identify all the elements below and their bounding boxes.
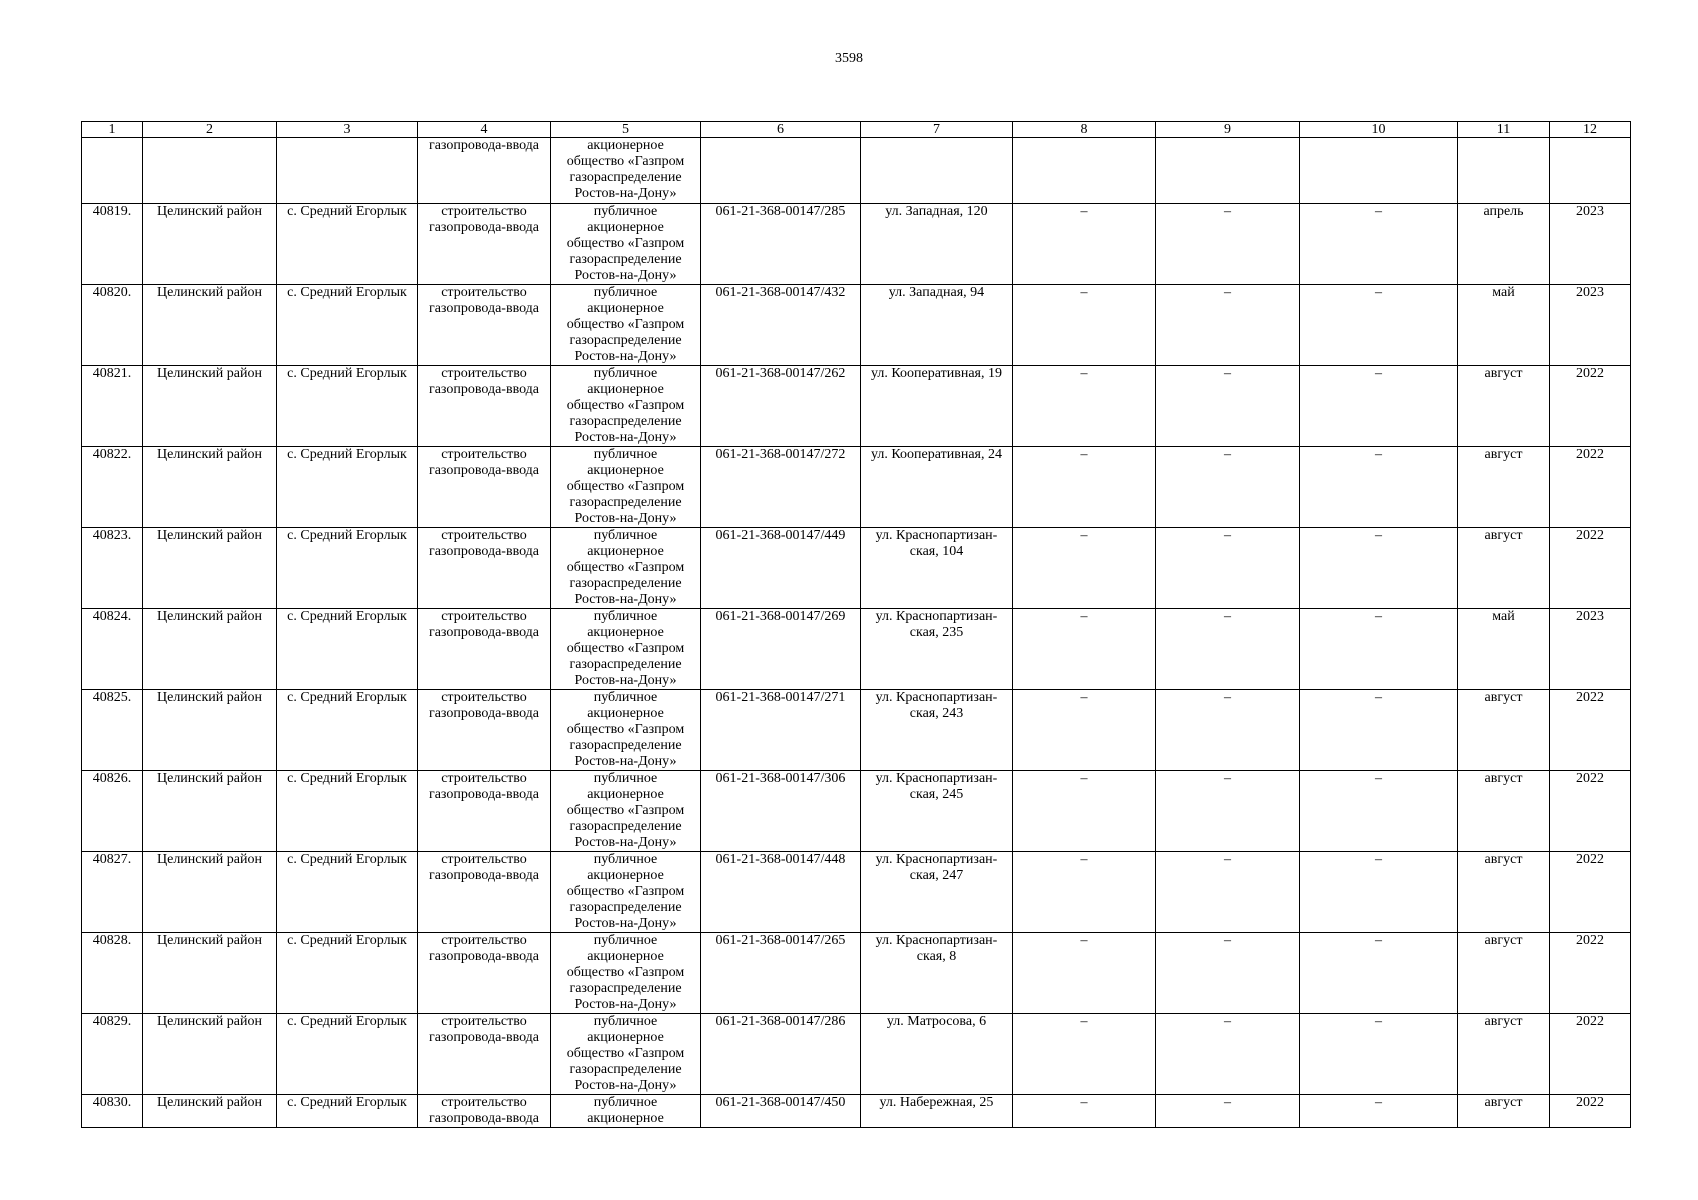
cell-code: 061-21-368-00147/432 [701,285,861,366]
cell-settlement: с. Средний Егорлык [277,852,418,933]
cell-work: газопровода-ввода [418,138,551,204]
cell-organization: акционерное общество «Газпром газораспределение Ростов-на-Дону» [551,138,701,204]
cell-organization: публичное акционерное общество «Газпром газораспределение Ростов-на-Дону» [551,447,701,528]
cell-col10: – [1300,366,1458,447]
cell-settlement: с. Средний Егорлык [277,690,418,771]
cell-number: 40829. [82,1014,143,1095]
cell-address: ул. Краснопартизан- ская, 8 [861,933,1013,1014]
cell-settlement: с. Средний Егорлык [277,447,418,528]
cell-settlement: с. Средний Егорлык [277,1095,418,1128]
cell-month: август [1458,447,1550,528]
cell-month: май [1458,609,1550,690]
cell-col8 [1013,138,1156,204]
cell-col9: – [1156,447,1300,528]
column-header: 6 [701,122,861,138]
cell-month: август [1458,1014,1550,1095]
table-row [82,528,1631,609]
cell-settlement: с. Средний Егорлык [277,609,418,690]
cell-year: 2022 [1550,771,1631,852]
cell-organization: публичное акционерное общество «Газпром газораспределение Ростов-на-Дону» [551,366,701,447]
table-row [82,204,1631,285]
cell-work: строительство газопровода-ввода [418,609,551,690]
cell-month: август [1458,366,1550,447]
cell-col9: – [1156,1095,1300,1128]
cell-settlement: с. Средний Егорлык [277,204,418,285]
table-row [82,852,1631,933]
cell-col9: – [1156,204,1300,285]
cell-code: 061-21-368-00147/269 [701,609,861,690]
table-body [82,138,1631,1128]
cell-organization: публичное акционерное общество «Газпром газораспределение Ростов-на-Дону» [551,1014,701,1095]
cell-year: 2022 [1550,447,1631,528]
column-header: 10 [1300,122,1458,138]
table-row [82,933,1631,1014]
cell-organization: публичное акционерное общество «Газпром газораспределение Ростов-на-Дону» [551,528,701,609]
cell-col8: – [1013,852,1156,933]
cell-work: строительство газопровода-ввода [418,285,551,366]
cell-col10: – [1300,285,1458,366]
cell-col9: – [1156,609,1300,690]
cell-settlement [277,138,418,204]
cell-col9: – [1156,771,1300,852]
cell-month: август [1458,528,1550,609]
cell-code: 061-21-368-00147/449 [701,528,861,609]
cell-number: 40824. [82,609,143,690]
cell-organization: публичное акционерное общество «Газпром газораспределение Ростов-на-Дону» [551,690,701,771]
cell-col9: – [1156,933,1300,1014]
cell-col9 [1156,138,1300,204]
cell-code: 061-21-368-00147/450 [701,1095,861,1128]
cell-settlement: с. Средний Егорлык [277,366,418,447]
column-header: 11 [1458,122,1550,138]
table-row [82,1014,1631,1095]
cell-district: Целинский район [143,771,277,852]
cell-year: 2022 [1550,852,1631,933]
cell-col8: – [1013,933,1156,1014]
cell-month: август [1458,933,1550,1014]
cell-col8: – [1013,528,1156,609]
cell-col8: – [1013,447,1156,528]
cell-settlement: с. Средний Егорлык [277,1014,418,1095]
column-header: 4 [418,122,551,138]
cell-col8: – [1013,1014,1156,1095]
cell-settlement: с. Средний Егорлык [277,771,418,852]
column-header: 2 [143,122,277,138]
cell-address: ул. Набережная, 25 [861,1095,1013,1128]
cell-month: август [1458,852,1550,933]
cell-district [143,138,277,204]
cell-address: ул. Западная, 94 [861,285,1013,366]
cell-col9: – [1156,528,1300,609]
cell-year: 2022 [1550,528,1631,609]
cell-district: Целинский район [143,690,277,771]
cell-code [701,138,861,204]
cell-organization: публичное акционерное общество «Газпром газораспределение Ростов-на-Дону» [551,933,701,1014]
cell-code: 061-21-368-00147/285 [701,204,861,285]
cell-address: ул. Западная, 120 [861,204,1013,285]
register-table [81,121,1631,1128]
cell-district: Целинский район [143,285,277,366]
cell-district: Целинский район [143,204,277,285]
cell-work: строительство газопровода-ввода [418,1014,551,1095]
column-header: 3 [277,122,418,138]
cell-district: Целинский район [143,366,277,447]
cell-col10: – [1300,447,1458,528]
cell-code: 061-21-368-00147/265 [701,933,861,1014]
cell-number: 40822. [82,447,143,528]
cell-settlement: с. Средний Егорлык [277,528,418,609]
cell-year: 2022 [1550,933,1631,1014]
cell-col8: – [1013,285,1156,366]
table-row [82,366,1631,447]
cell-district: Целинский район [143,609,277,690]
cell-code: 061-21-368-00147/272 [701,447,861,528]
cell-col9: – [1156,366,1300,447]
cell-district: Целинский район [143,1095,277,1128]
cell-year: 2022 [1550,1095,1631,1128]
cell-col10: – [1300,852,1458,933]
cell-number: 40828. [82,933,143,1014]
cell-number: 40827. [82,852,143,933]
cell-work: строительство газопровода-ввода [418,366,551,447]
cell-address: ул. Краснопартизан- ская, 104 [861,528,1013,609]
cell-col8: – [1013,690,1156,771]
table-row [82,609,1631,690]
table-row [82,771,1631,852]
cell-col10: – [1300,1095,1458,1128]
cell-col10: – [1300,528,1458,609]
cell-year: 2023 [1550,285,1631,366]
cell-col10: – [1300,771,1458,852]
cell-year: 2023 [1550,609,1631,690]
cell-work: строительство газопровода-ввода [418,933,551,1014]
column-header: 8 [1013,122,1156,138]
continuation-row [82,138,1631,204]
cell-address [861,138,1013,204]
cell-work: строительство газопровода-ввода [418,204,551,285]
cell-district: Целинский район [143,1014,277,1095]
cell-month: май [1458,285,1550,366]
cell-address: ул. Кооперативная, 24 [861,447,1013,528]
cell-code: 061-21-368-00147/262 [701,366,861,447]
cell-col8: – [1013,609,1156,690]
cell-col8: – [1013,366,1156,447]
cell-number: 40823. [82,528,143,609]
cell-month: август [1458,1095,1550,1128]
cell-work: строительство газопровода-ввода [418,528,551,609]
cell-year: 2023 [1550,204,1631,285]
cell-settlement: с. Средний Егорлык [277,285,418,366]
cell-address: ул. Краснопартизан- ская, 247 [861,852,1013,933]
cell-col8: – [1013,1095,1156,1128]
cell-organization: публичное акционерное [551,1095,701,1128]
cell-number: 40826. [82,771,143,852]
cell-year: 2022 [1550,690,1631,771]
cell-col9: – [1156,852,1300,933]
column-header: 1 [82,122,143,138]
table-row [82,447,1631,528]
cell-organization: публичное акционерное общество «Газпром газораспределение Ростов-на-Дону» [551,852,701,933]
cell-district: Целинский район [143,447,277,528]
cell-number: 40821. [82,366,143,447]
cell-code: 061-21-368-00147/286 [701,1014,861,1095]
cell-number [82,138,143,204]
cell-number: 40820. [82,285,143,366]
cell-col10: – [1300,204,1458,285]
table-row [82,690,1631,771]
cell-col9: – [1156,285,1300,366]
cell-work: строительство газопровода-ввода [418,690,551,771]
cell-year: 2022 [1550,1014,1631,1095]
cell-month [1458,138,1550,204]
cell-district: Целинский район [143,933,277,1014]
cell-col8: – [1013,204,1156,285]
cell-work: строительство газопровода-ввода [418,1095,551,1128]
cell-month: август [1458,690,1550,771]
cell-address: ул. Краснопартизан- ская, 243 [861,690,1013,771]
cell-organization: публичное акционерное общество «Газпром газораспределение Ростов-на-Дону» [551,285,701,366]
cell-address: ул. Матросова, 6 [861,1014,1013,1095]
cell-work: строительство газопровода-ввода [418,447,551,528]
table-row [82,1095,1631,1128]
cell-work: строительство газопровода-ввода [418,852,551,933]
cell-organization: публичное акционерное общество «Газпром газораспределение Ростов-на-Дону» [551,609,701,690]
column-header: 7 [861,122,1013,138]
cell-month: апрель [1458,204,1550,285]
cell-col10: – [1300,690,1458,771]
cell-col10: – [1300,609,1458,690]
cell-organization: публичное акционерное общество «Газпром газораспределение Ростов-на-Дону» [551,204,701,285]
cell-organization: публичное акционерное общество «Газпром газораспределение Ростов-на-Дону» [551,771,701,852]
column-number-row [82,122,1631,138]
cell-col10: – [1300,933,1458,1014]
cell-year: 2022 [1550,366,1631,447]
cell-code: 061-21-368-00147/306 [701,771,861,852]
cell-district: Целинский район [143,528,277,609]
cell-col9: – [1156,690,1300,771]
cell-col8: – [1013,771,1156,852]
cell-number: 40825. [82,690,143,771]
cell-settlement: с. Средний Егорлык [277,933,418,1014]
table-row [82,285,1631,366]
cell-address: ул. Краснопартизан- ская, 235 [861,609,1013,690]
cell-address: ул. Кооперативная, 19 [861,366,1013,447]
cell-work: строительство газопровода-ввода [418,771,551,852]
column-header: 9 [1156,122,1300,138]
cell-year [1550,138,1631,204]
cell-number: 40819. [82,204,143,285]
cell-col10 [1300,138,1458,204]
cell-code: 061-21-368-00147/271 [701,690,861,771]
cell-district: Целинский район [143,852,277,933]
cell-number: 40830. [82,1095,143,1128]
cell-code: 061-21-368-00147/448 [701,852,861,933]
column-header: 12 [1550,122,1631,138]
cell-col10: – [1300,1014,1458,1095]
page-number: 3598 [835,51,863,66]
cell-address: ул. Краснопартизан- ская, 245 [861,771,1013,852]
cell-col9: – [1156,1014,1300,1095]
column-header: 5 [551,122,701,138]
cell-month: август [1458,771,1550,852]
